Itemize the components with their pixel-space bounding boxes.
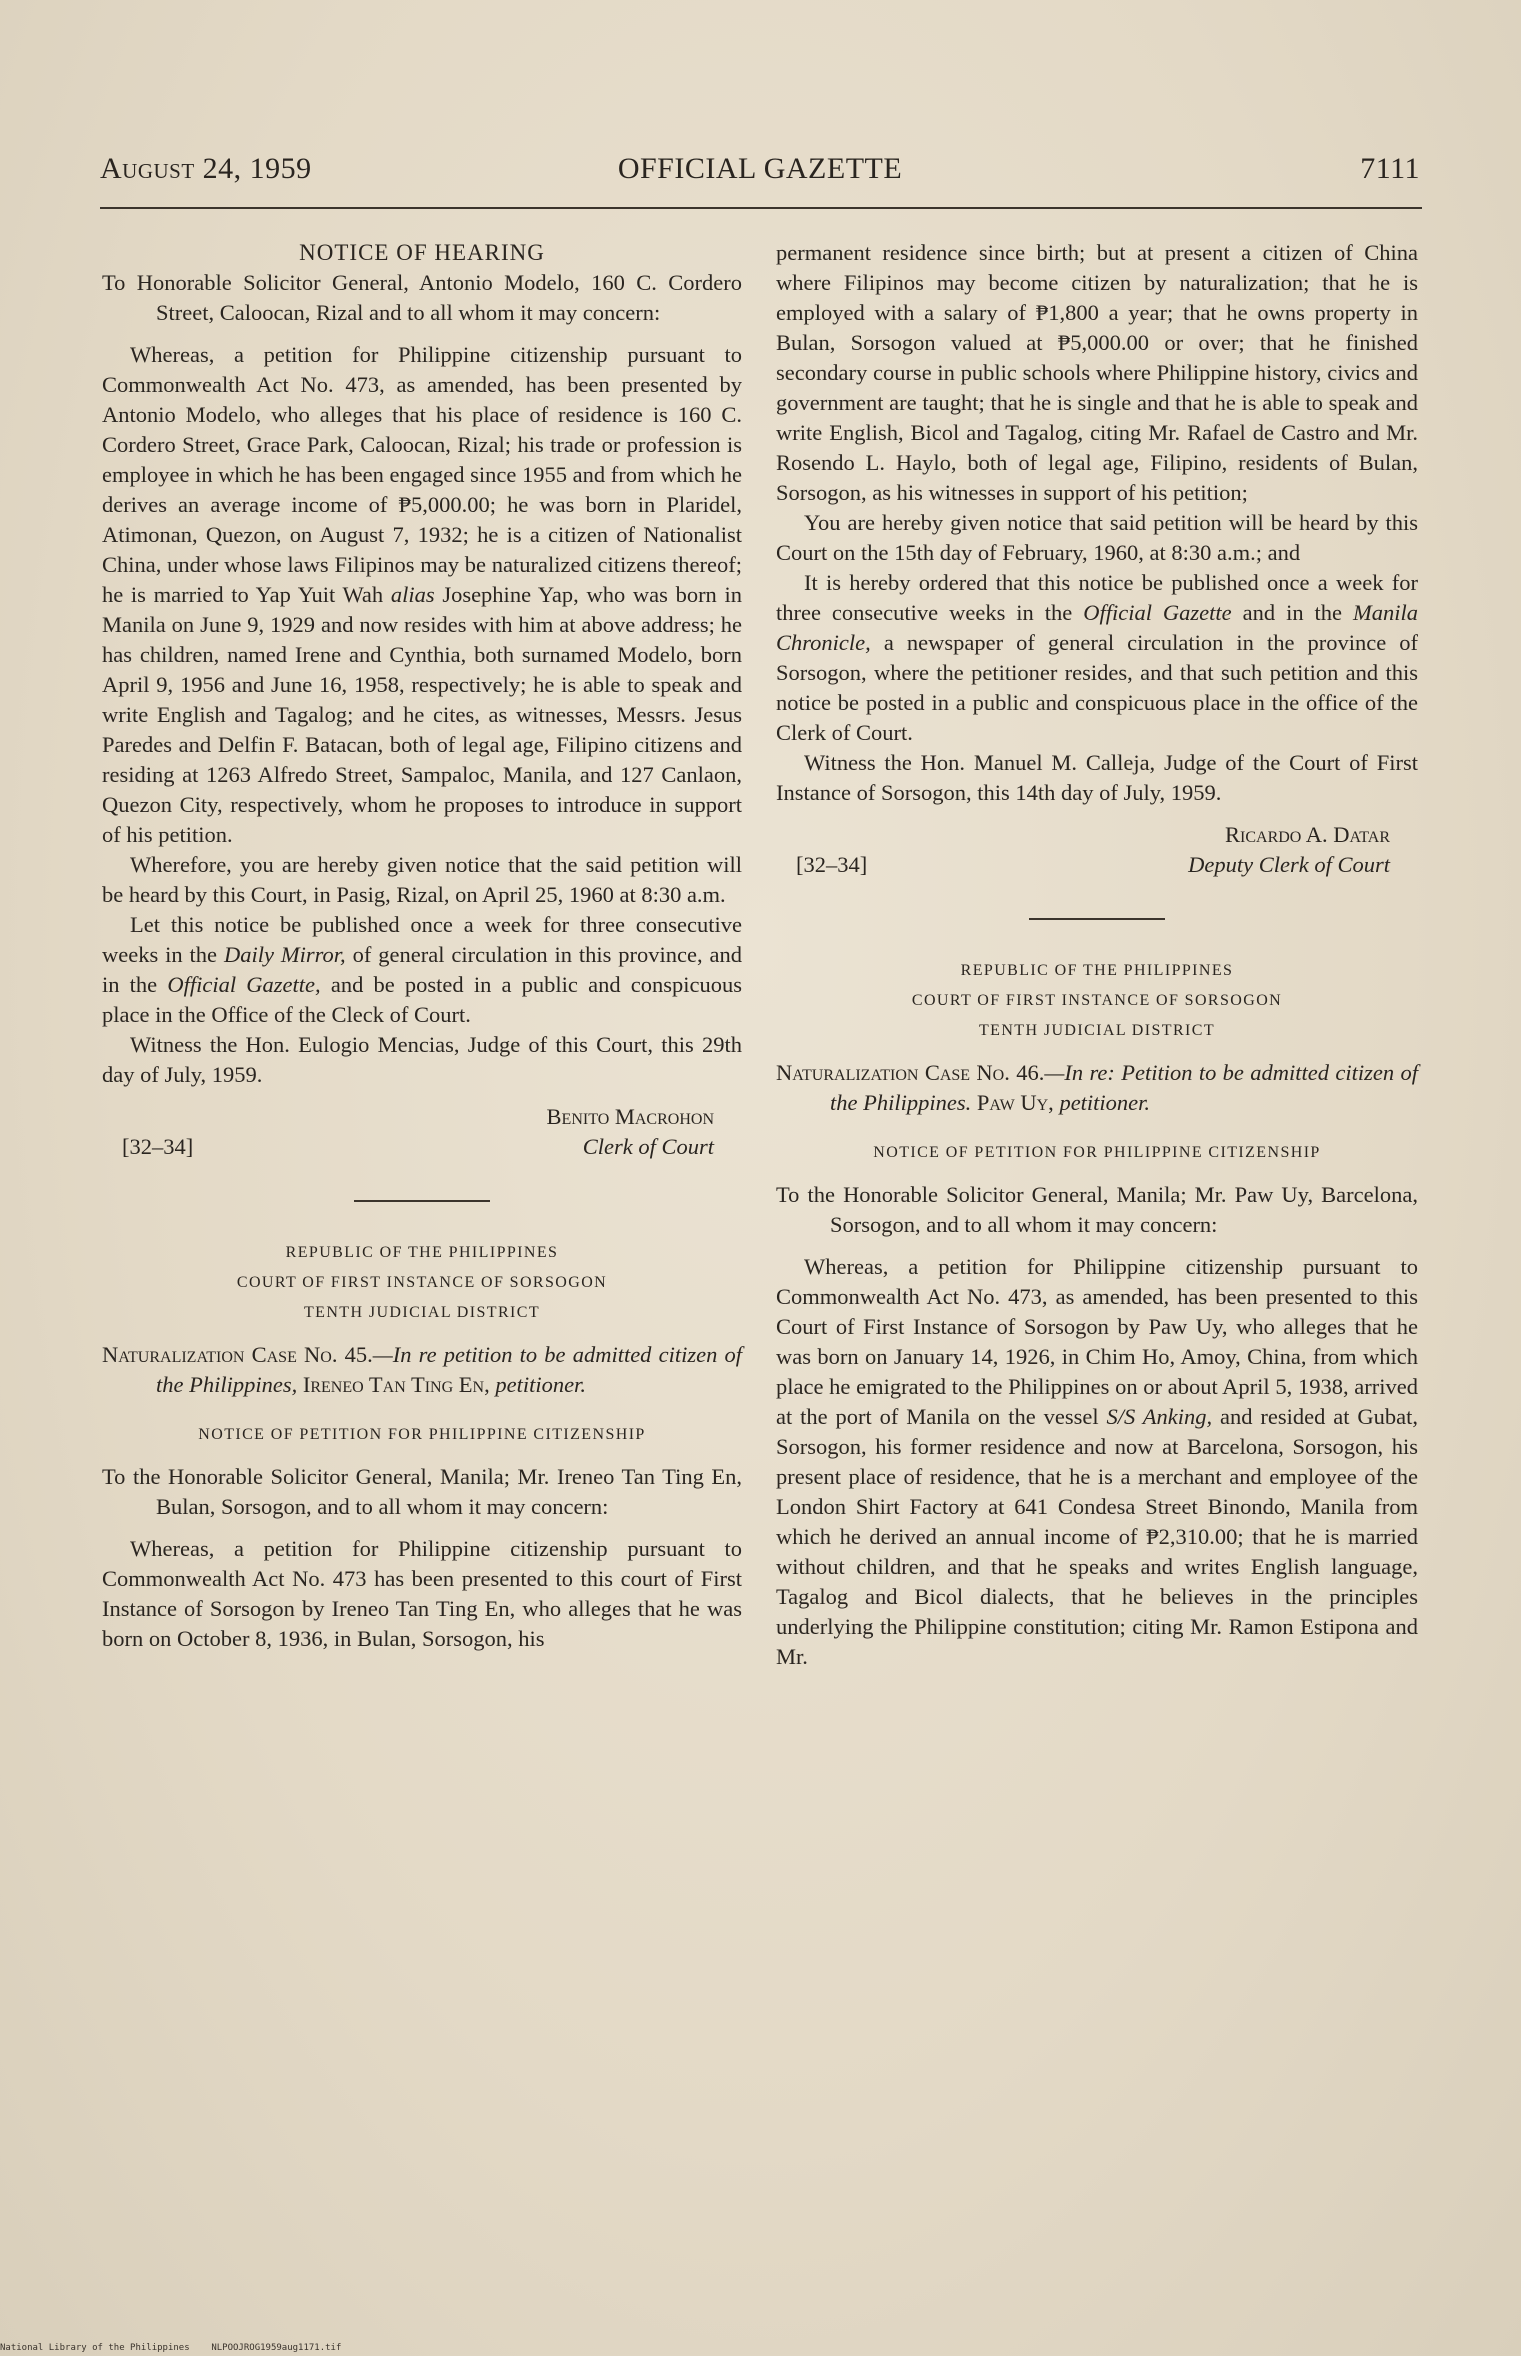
header-rule	[100, 207, 1422, 209]
publication-title: OFFICIAL GAZETTE	[617, 152, 903, 185]
notice-paragraph: Wherefore, you are hereby given notice that the said petition will be heard by this Court, in Pasig, Rizal, on April 25, 1960 at 8:30 a.m.	[102, 852, 742, 907]
notice-paragraph: permanent residence since birth; but at present a citizen of China where Filipinos may become citizen by naturalization; that he is employed with a salary of ₱1,800 a year; that he owns property in Bulan, Sorsogon valued at ₱5,000.00 or over; that he finished secondary course in public schools where Philippine history, civics and government are taught; that he is single and that he is able to speak and write English, Bicol and Tagalog, citing Mr. Rafael de Castro and Mr. Rosendo L. Haylo, both of legal age, Filipino, residents of Bulan, Sorsogon, as his witnesses in support of his petition;	[776, 240, 1418, 505]
notice-subheading: NOTICE OF PETITION FOR PHILIPPINE CITIZENSHIP	[198, 1426, 646, 1443]
library-credit: National Library of the Philippines	[0, 2343, 190, 2353]
notice-address: To the Honorable Solicitor General, Manila; Mr. Paw Uy, Barcelona, Sorsogon, and to all whom it may concern:	[776, 1182, 1418, 1237]
case-caption: Naturalization Case No. 46.—In re: Petition to be admitted citizen of the Philippines. Paw Uy, petitioner.	[776, 1060, 1418, 1115]
signer-office: Deputy Clerk of Court	[1188, 852, 1390, 877]
right-column	[776, 238, 1418, 1672]
issue-reference: [32–34]	[796, 852, 868, 877]
notice-paragraph: Whereas, a petition for Philippine citizenship pursuant to Commonwealth Act No. 473, as amended, has been presented by Antonio Modelo, who alleges that his place of residence is 160 C. Cordero Street, Grace Park, Caloocan, Rizal; his trade or profession is employee in which he has been engaged since 1955 and from which he derives an average income of ₱5,000.00; he was born in Plaridel, Atimonan, Quezon, on August 7, 1932; he is a citizen of Nationalist China, under whose laws Filipinos may be naturalized citizens thereof; he is married to Yap Yuit Wah alias Josephine Yap, who was born in Manila on June 9, 1929 and now resides with him at above address; he has children, named Irene and Cynthia, both surnamed Modelo, born April 9, 1956 and June 16, 1958, respectively; he is able to speak and write English and Tagalog; and he cites, as witnesses, Messrs. Jesus Paredes and Delfin F. Batacan, both of legal age, Filipino citizens and residing at 1263 Alfredo Street, Sampaloc, Manila, and 127 Canlaon, Quezon City, respectively, whom he proposes to introduce in support of his petition.	[102, 342, 742, 847]
signature-block	[776, 820, 1418, 882]
notice-paragraph: Whereas, a petition for Philippine citizenship pursuant to Commonwealth Act No. 473 has been presented to this court of First Instance of Sorsogon by Ireneo Tan Ting En, who alleges that he was born on October 8, 1936, in Bulan, Sorsogon, his	[102, 1536, 742, 1651]
scan-footer	[0, 2343, 1521, 2353]
notice-address: To Honorable Solicitor General, Antonio Modelo, 160 C. Cordero Street, Caloocan, Rizal and to all whom it may concern:	[102, 270, 742, 325]
notice-paragraph: Witness the Hon. Eulogio Mencias, Judge of this Court, this 29th day of July, 1959.	[102, 1032, 742, 1087]
page-header	[100, 152, 1420, 192]
signer-name: Benito Macrohon	[546, 1104, 714, 1129]
case-caption: Naturalization Case No. 45.—In re petition to be admitted citizen of the Philippines, Ireneo Tan Ting En, petitioner.	[102, 1342, 742, 1397]
section-divider	[354, 1200, 490, 1202]
signature-block	[102, 1102, 742, 1164]
scan-filename: NLPOOJROG1959aug1171.tif	[211, 2343, 342, 2353]
notice-paragraph: Witness the Hon. Manuel M. Calleja, Judge of the Court of First Instance of Sorsogon, this 14th day of July, 1959.	[776, 750, 1418, 805]
notice-paragraph: Let this notice be published once a week for three consecutive weeks in the Daily Mirror, of general circulation in this province, and in the Official Gazette, and be posted in a public and conspicuous place in the Office of the Cleck of Court.	[102, 912, 743, 1027]
signer-name: Ricardo A. Datar	[1225, 822, 1390, 847]
district-heading: TENTH JUDICIAL DISTRICT	[978, 1022, 1216, 1039]
republic-heading: REPUBLIC OF THE PHILIPPINES	[285, 1244, 559, 1261]
court-heading: COURT OF FIRST INSTANCE OF SORSOGON	[236, 1274, 608, 1291]
section-divider	[1029, 918, 1165, 920]
notice-subheading: NOTICE OF PETITION FOR PHILIPPINE CITIZENSHIP	[873, 1144, 1321, 1161]
district-heading: TENTH JUDICIAL DISTRICT	[303, 1304, 541, 1321]
signer-office: Clerk of Court	[582, 1134, 714, 1159]
left-column	[102, 238, 742, 1654]
issue-date: August 24, 1959	[100, 152, 312, 185]
notice-heading: NOTICE OF HEARING	[299, 240, 545, 265]
notice-paragraph: Whereas, a petition for Philippine citizenship pursuant to Commonwealth Act No. 473, as amended, has been presented to this Court of First Instance of Sorsogon by Paw Uy, who alleges that he was born on January 14, 1926, in Chim Ho, Amoy, China, from which place he emigrated to the Philippines on or about April 5, 1938, arrived at the port of Manila on the vessel S/S Anking, and resided at Gubat, Sorsogon, his former residence and now at Barcelona, Sorsogon, his present place of residence, that he is a merchant and employee of the London Shirt Factory at 641 Condesa Street Binondo, Manila from which he derived an annual income of ₱2,310.00; that he is married without children, and that he speaks and writes English language, Tagalog and Bicol dialects, that he believes in the principles underlying the Philippine constitution; citing Mr. Ramon Estipona and Mr.	[776, 1254, 1419, 1669]
notice-address: To the Honorable Solicitor General, Manila; Mr. Ireneo Tan Ting En, Bulan, Sorsogon, and to all whom it may concern:	[102, 1464, 742, 1519]
court-heading: COURT OF FIRST INSTANCE OF SORSOGON	[911, 992, 1283, 1009]
issue-reference: [32–34]	[122, 1134, 194, 1159]
notice-paragraph: You are hereby given notice that said petition will be heard by this Court on the 15th day of February, 1960, at 8:30 a.m.; and	[776, 510, 1418, 565]
republic-heading: REPUBLIC OF THE PHILIPPINES	[960, 962, 1234, 979]
page-number: 7111	[1360, 152, 1420, 185]
notice-paragraph: It is hereby ordered that this notice be published once a week for three consecutive weeks in the Official Gazette and in the Manila Chronicle, a newspaper of general circulation in the province of Sorsogon, where the petitioner resides, and that such petition and this notice be posted in a public and conspicuous place in the office of the Clerk of Court.	[776, 570, 1418, 745]
